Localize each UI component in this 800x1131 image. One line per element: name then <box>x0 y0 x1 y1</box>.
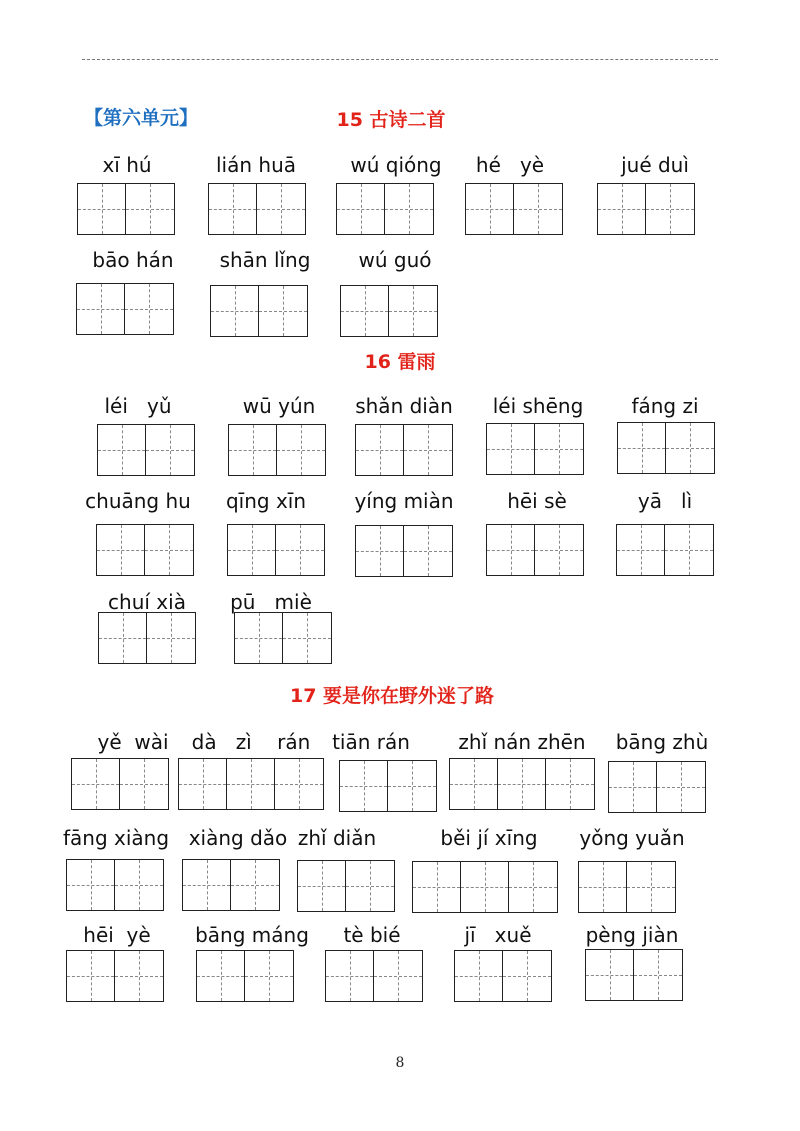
unit-label: 【第六单元】 <box>84 107 199 129</box>
tianzige-cell[interactable] <box>125 284 173 334</box>
tianzige-cell[interactable] <box>498 759 546 809</box>
writing-grid[interactable] <box>355 525 453 577</box>
tianzige-cell[interactable] <box>487 424 535 474</box>
tianzige-cell[interactable] <box>535 424 583 474</box>
tianzige-cell[interactable] <box>231 860 279 910</box>
tianzige-cell[interactable] <box>356 425 404 475</box>
tianzige-cell[interactable] <box>146 425 194 475</box>
tianzige-cell[interactable] <box>283 613 331 663</box>
tianzige-cell[interactable] <box>147 613 195 663</box>
pinyin-label: pū miè <box>230 590 312 614</box>
writing-grid[interactable] <box>297 860 395 912</box>
tianzige-cell[interactable] <box>120 759 168 809</box>
tianzige-cell[interactable] <box>77 284 125 334</box>
tianzige-cell[interactable] <box>179 759 227 809</box>
tianzige-cell[interactable] <box>487 525 535 575</box>
tianzige-cell[interactable] <box>404 526 452 576</box>
pinyin-label: chuāng hu <box>85 489 191 513</box>
tianzige-cell[interactable] <box>374 951 422 1001</box>
tianzige-cell[interactable] <box>461 862 509 912</box>
tianzige-cell[interactable] <box>72 759 120 809</box>
pinyin-label: wū yún <box>242 394 316 418</box>
pinyin-label: fáng zi <box>631 394 699 418</box>
pinyin-label: tè bié <box>343 923 401 947</box>
pinyin-label: shǎn diàn <box>355 394 453 418</box>
writing-grid[interactable] <box>325 950 423 1002</box>
page-number: 8 <box>395 1055 405 1071</box>
writing-grid[interactable] <box>617 422 715 474</box>
tianzige-cell[interactable] <box>99 613 147 663</box>
tianzige-cell[interactable] <box>276 525 324 575</box>
tianzige-cell[interactable] <box>298 861 346 911</box>
tianzige-cell[interactable] <box>627 862 675 912</box>
pinyin-label: léi shēng <box>492 394 584 418</box>
tianzige-cell[interactable] <box>209 184 257 234</box>
tianzige-cell[interactable] <box>665 525 713 575</box>
pinyin-label: zhǐ diǎn <box>297 826 377 850</box>
tianzige-cell[interactable] <box>183 860 231 910</box>
writing-grid[interactable] <box>178 758 324 810</box>
pinyin-label: dà zì rán <box>191 730 311 754</box>
tianzige-cell[interactable] <box>145 525 193 575</box>
writing-grid[interactable] <box>227 524 325 576</box>
writing-grid[interactable] <box>228 424 326 476</box>
tianzige-cell[interactable] <box>634 950 682 1000</box>
tianzige-cell[interactable] <box>341 286 389 336</box>
header-rule <box>82 59 718 60</box>
tianzige-cell[interactable] <box>257 184 305 234</box>
writing-grid[interactable] <box>76 283 174 335</box>
tianzige-cell[interactable] <box>245 951 293 1001</box>
tianzige-cell[interactable] <box>617 525 665 575</box>
tianzige-cell[interactable] <box>356 526 404 576</box>
tianzige-cell[interactable] <box>586 950 634 1000</box>
pinyin-label: shān lǐng <box>219 248 311 272</box>
pinyin-label: yě wài <box>97 730 169 754</box>
pinyin-label: wú qióng <box>350 153 442 177</box>
tianzige-cell[interactable] <box>535 525 583 575</box>
writing-grid[interactable] <box>98 612 196 664</box>
tianzige-cell[interactable] <box>197 951 245 1001</box>
pinyin-label: fāng xiàng <box>62 826 170 850</box>
tianzige-cell[interactable] <box>609 762 657 812</box>
tianzige-cell[interactable] <box>67 860 115 910</box>
tianzige-cell[interactable] <box>235 613 283 663</box>
writing-grid[interactable] <box>210 285 308 337</box>
writing-grid[interactable] <box>578 861 676 913</box>
tianzige-cell[interactable] <box>211 286 259 336</box>
tianzige-cell[interactable] <box>227 759 275 809</box>
writing-grid[interactable] <box>234 612 332 664</box>
tianzige-cell[interactable] <box>228 525 276 575</box>
pinyin-label: yíng miàn <box>354 489 454 513</box>
tianzige-cell[interactable] <box>275 759 323 809</box>
writing-grid[interactable] <box>585 949 683 1001</box>
pinyin-label: bāng máng <box>195 923 309 947</box>
tianzige-cell[interactable] <box>618 423 666 473</box>
tianzige-cell[interactable] <box>115 951 163 1001</box>
pinyin-label: jī xuě <box>464 923 532 947</box>
tianzige-cell[interactable] <box>388 761 436 811</box>
pinyin-label: bāo hán <box>92 248 174 272</box>
writing-grid[interactable] <box>454 950 552 1002</box>
tianzige-cell[interactable] <box>78 184 126 234</box>
lesson-title: 16 雷雨 <box>364 351 436 373</box>
pinyin-label: tiān rán <box>332 730 410 754</box>
pinyin-label: qīng xīn <box>225 489 307 513</box>
tianzige-cell[interactable] <box>455 951 503 1001</box>
writing-grid[interactable] <box>355 424 453 476</box>
tianzige-cell[interactable] <box>546 759 594 809</box>
pinyin-label: hēi yè <box>83 923 151 947</box>
tianzige-cell[interactable] <box>466 184 514 234</box>
writing-grid[interactable] <box>96 524 194 576</box>
pinyin-label: hēi sè <box>507 489 567 513</box>
tianzige-cell[interactable] <box>229 425 277 475</box>
tianzige-cell[interactable] <box>259 286 307 336</box>
writing-grid[interactable] <box>182 859 280 911</box>
tianzige-cell[interactable] <box>115 860 163 910</box>
pinyin-label: zhǐ nán zhēn <box>458 730 586 754</box>
pinyin-label: léi yǔ <box>104 394 172 418</box>
writing-grid[interactable] <box>196 950 294 1002</box>
writing-grid[interactable] <box>336 183 434 235</box>
pinyin-label: bāng zhù <box>615 730 709 754</box>
tianzige-cell[interactable] <box>326 951 374 1001</box>
tianzige-cell[interactable] <box>657 762 705 812</box>
pinyin-label: wú guó <box>358 248 432 272</box>
pinyin-label: xī hú <box>102 153 152 177</box>
writing-grid[interactable] <box>412 861 558 913</box>
writing-grid[interactable] <box>97 424 195 476</box>
tianzige-cell[interactable] <box>514 184 562 234</box>
tianzige-cell[interactable] <box>126 184 174 234</box>
lesson-title: 15 古诗二首 <box>336 109 446 131</box>
writing-grid[interactable] <box>608 761 706 813</box>
tianzige-cell[interactable] <box>277 425 325 475</box>
pinyin-label: jué duì <box>621 153 689 177</box>
pinyin-label: pèng jiàn <box>585 923 679 947</box>
pinyin-label: yā lì <box>637 489 693 513</box>
pinyin-label: běi jí xīng <box>440 826 538 850</box>
tianzige-cell[interactable] <box>389 286 437 336</box>
writing-grid[interactable] <box>486 423 584 475</box>
tianzige-cell[interactable] <box>98 425 146 475</box>
writing-grid[interactable] <box>340 285 438 337</box>
pinyin-label: lián huā <box>215 153 297 177</box>
tianzige-cell[interactable] <box>97 525 145 575</box>
tianzige-cell[interactable] <box>509 862 557 912</box>
tianzige-cell[interactable] <box>404 425 452 475</box>
writing-grid[interactable] <box>66 859 164 911</box>
tianzige-cell[interactable] <box>666 423 714 473</box>
writing-grid[interactable] <box>339 760 437 812</box>
writing-grid[interactable] <box>465 183 563 235</box>
pinyin-label: yǒng yuǎn <box>579 826 685 850</box>
tianzige-cell[interactable] <box>413 862 461 912</box>
tianzige-cell[interactable] <box>503 951 551 1001</box>
tianzige-cell[interactable] <box>340 761 388 811</box>
tianzige-cell[interactable] <box>346 861 394 911</box>
pinyin-label: xiàng dǎo <box>188 826 288 850</box>
tianzige-cell[interactable] <box>67 951 115 1001</box>
writing-grid[interactable] <box>77 183 175 235</box>
tianzige-cell[interactable] <box>598 184 646 234</box>
writing-grid[interactable] <box>616 524 714 576</box>
tianzige-cell[interactable] <box>646 184 694 234</box>
writing-grid[interactable] <box>449 758 595 810</box>
pinyin-label: chuí xià <box>108 590 186 614</box>
writing-grid[interactable] <box>486 524 584 576</box>
lesson-title: 17 要是你在野外迷了路 <box>289 685 495 707</box>
writing-grid[interactable] <box>597 183 695 235</box>
tianzige-cell[interactable] <box>450 759 498 809</box>
writing-grid[interactable] <box>71 758 169 810</box>
tianzige-cell[interactable] <box>385 184 433 234</box>
writing-grid[interactable] <box>208 183 306 235</box>
tianzige-cell[interactable] <box>579 862 627 912</box>
writing-grid[interactable] <box>66 950 164 1002</box>
pinyin-label: hé yè <box>475 153 545 177</box>
tianzige-cell[interactable] <box>337 184 385 234</box>
